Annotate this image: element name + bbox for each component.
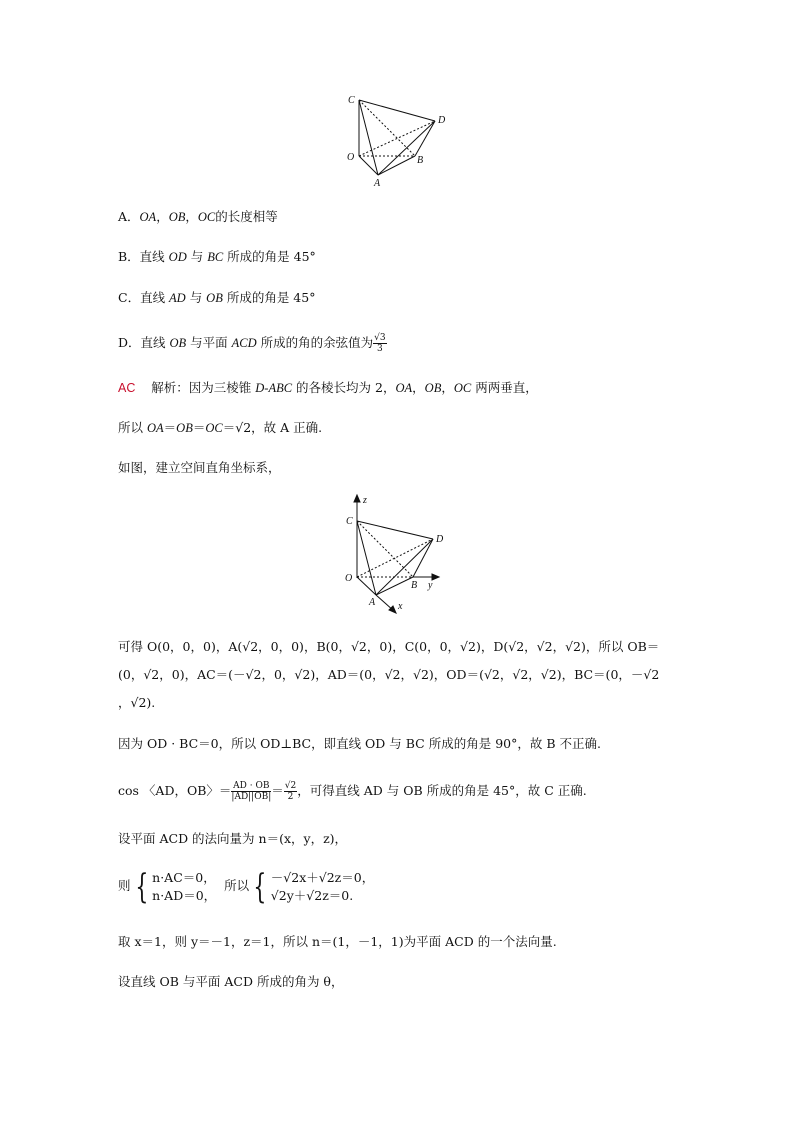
cos-equals: ＝ <box>271 783 284 798</box>
eq-xz: －√2x＋√2z＝0， <box>270 869 375 885</box>
solution-line-1 <box>118 379 538 397</box>
option-d <box>118 333 387 354</box>
option-c-mid: 与 <box>185 290 207 305</box>
sol2-h: √2 <box>235 420 252 435</box>
solution-line-6: ，√2). <box>118 695 156 710</box>
label-c: C <box>348 95 355 106</box>
sol1-f: OB <box>424 381 442 395</box>
cos-value-fraction <box>284 781 297 802</box>
solution-line-2 <box>118 419 322 437</box>
option-d-acd: ACD <box>231 336 257 350</box>
option-b-tail: 所成的角是 45° <box>223 249 316 264</box>
label-o: O <box>347 152 355 163</box>
solution-line-8 <box>118 776 587 806</box>
eq-yz: √2y＋√2z＝0. <box>270 887 354 903</box>
cos-value-num: √2 <box>284 781 297 791</box>
sol2-a: 所以 <box>118 420 147 435</box>
option-d-prefix: D．直线 <box>118 335 170 350</box>
label-d-2: D <box>436 534 444 545</box>
answer-label: AC <box>118 381 136 395</box>
option-c-prefix: C．直线 <box>118 290 170 305</box>
option-d-tail: 所成的角的余弦值为 <box>256 335 374 350</box>
option-a-oa: OA <box>139 210 157 224</box>
option-b-bc: BC <box>207 250 224 264</box>
cos-fraction <box>231 781 271 802</box>
cos-value-den: 2 <box>287 792 294 802</box>
option-c-ob: OB <box>206 291 223 305</box>
equation-system-2 <box>271 869 374 905</box>
label-c-2: C <box>346 516 353 527</box>
eq-n-ac: n·AC＝0， <box>152 869 216 885</box>
eq-n-ad: n·AD＝0， <box>152 887 217 903</box>
option-d-ob: OB <box>169 336 187 350</box>
sol1-h: OC <box>453 381 472 395</box>
sol1-c: 的各棱长均为 2， <box>292 380 396 395</box>
axis-x-label: x <box>398 601 403 612</box>
then-word: 则 <box>118 878 131 893</box>
option-c-tail: 所成的角是 45° <box>222 290 316 305</box>
pyramid-figure-1 <box>340 90 460 190</box>
label-a-2: A <box>369 597 376 608</box>
sol1-a: 解析：因为三棱锥 <box>151 380 256 395</box>
option-b-mid: 与 <box>186 249 208 264</box>
axis-z-label: z <box>363 495 367 506</box>
sol1-d: OA <box>395 381 413 395</box>
so-word: 所以 <box>224 878 250 893</box>
sol2-i: ，故 A 正确. <box>251 420 323 435</box>
option-c <box>118 289 315 307</box>
cos-frac-num: AD · OB <box>233 781 270 791</box>
left-brace-1: { <box>134 866 148 907</box>
sol2-g: ＝ <box>222 420 236 435</box>
option-a-ob: OB <box>168 210 186 224</box>
option-b <box>118 248 316 266</box>
option-c-ad: AD <box>169 291 186 305</box>
option-a-sep1: ， <box>156 209 169 224</box>
solution-line-4: 可得 O(0，0，0)，A(√2，0，0)，B(0，√2，0)，C(0，0，√2)，D(√2，√2，√2)，所以 OB＝ <box>118 639 660 654</box>
solution-line-5: (0，√2，0)，AC＝(－√2，0，√2)，AD＝(0，√2，√2)，OD＝(√2，√2，√2)，BC＝(0，－√2 <box>118 667 660 682</box>
solution-line-9: 设平面 ACD 的法向量为 n＝(x，y，z)， <box>118 831 348 846</box>
option-a-tail: 的长度相等 <box>215 209 278 224</box>
pyramid-figure-2-with-axes <box>338 493 468 615</box>
solution-line-12: 设直线 OB 与平面 ACD 所成的角为 θ， <box>118 974 344 989</box>
cos-frac-den: |AD||OB| <box>231 792 272 802</box>
solution-line-3: 如图，建立空间直角坐标系， <box>118 460 281 475</box>
equation-system-1 <box>152 869 216 905</box>
sol2-d: OB <box>176 421 193 435</box>
cos-expr: cos 〈AD，OB〉＝ <box>118 783 232 798</box>
sol2-b: OA <box>146 421 164 435</box>
option-b-prefix: B．直线 <box>118 249 169 264</box>
sol2-c: ＝ <box>163 420 177 435</box>
label-b-2: B <box>411 580 418 591</box>
sol1-g: ， <box>441 380 454 395</box>
axis-y-label: y <box>428 580 433 591</box>
sol2-f: OC <box>205 421 223 435</box>
option-d-frac-num: √3 <box>374 333 386 343</box>
option-a <box>118 208 278 226</box>
option-d-mid: 与平面 <box>186 335 232 350</box>
option-b-od: OD <box>168 250 187 264</box>
option-a-sep2: ， <box>185 209 198 224</box>
label-d: D <box>438 115 446 126</box>
option-a-prefix: A． <box>118 209 140 224</box>
label-o-2: O <box>345 573 353 584</box>
option-d-frac-den: 3 <box>376 344 383 354</box>
cos-conclusion: ，可得直线 AD 与 OB 所成的角是 45°，故 C 正确. <box>297 783 587 798</box>
label-a: A <box>374 178 381 189</box>
sol2-e: ＝ <box>192 420 206 435</box>
option-d-fraction <box>373 333 386 354</box>
label-b: B <box>417 155 424 166</box>
solution-line-10 <box>118 866 374 906</box>
sol1-i: 两两垂直， <box>471 380 538 395</box>
left-brace-2: { <box>253 866 267 907</box>
option-a-oc: OC <box>197 210 216 224</box>
solution-line-7: 因为 OD · BC＝0，所以 OD⊥BC，即直线 OD 与 BC 所成的角是 90°，故 B 不正确. <box>118 736 601 751</box>
sol1-b: D-ABC <box>255 381 293 395</box>
sol1-e: ， <box>412 380 425 395</box>
solution-line-11: 取 x＝1，则 y＝－1，z＝1，所以 n＝(1，－1，1)为平面 ACD 的一个法向量. <box>118 934 557 949</box>
